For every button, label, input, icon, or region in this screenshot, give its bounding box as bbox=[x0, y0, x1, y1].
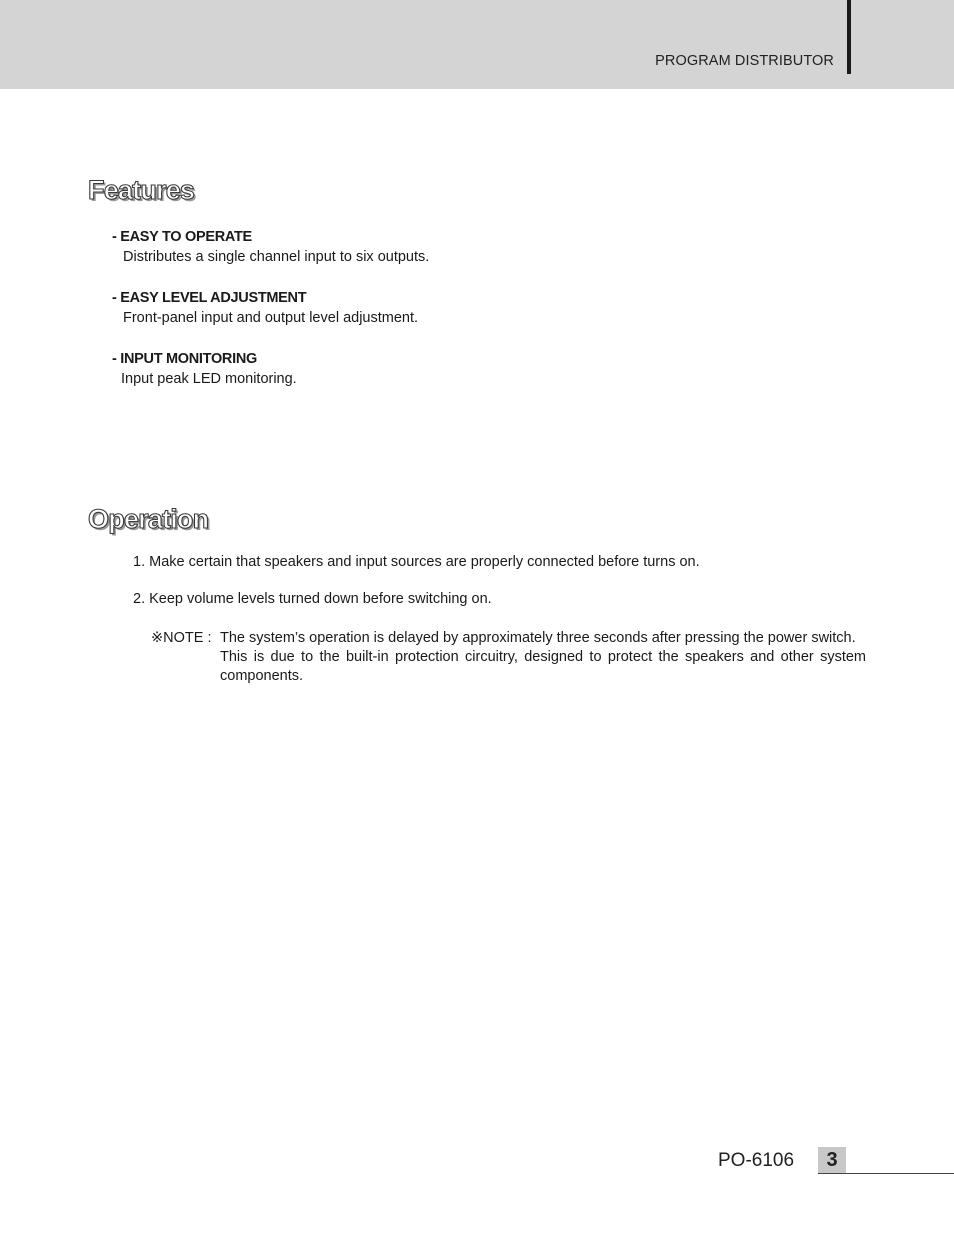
header-band bbox=[0, 0, 954, 89]
header-title: PROGRAM DISTRIBUTOR bbox=[655, 53, 834, 69]
operation-title: Operation bbox=[88, 504, 209, 534]
feature-easy-operate bbox=[112, 227, 429, 267]
page-number: 3 bbox=[818, 1147, 846, 1173]
feature-desc: Front-panel input and output level adjustment. bbox=[123, 310, 419, 326]
feature-heading: - EASY TO OPERATE bbox=[112, 229, 252, 245]
feature-desc: Distributes a single channel input to six outputs. bbox=[123, 249, 430, 265]
operation-step-2: 2. Keep volume levels turned down before switching on. bbox=[133, 591, 492, 607]
features-title: Features bbox=[88, 175, 195, 205]
footer-rule bbox=[818, 1173, 954, 1174]
header-divider bbox=[847, 0, 851, 74]
note-line-1: The system’s operation is delayed by approximately three seconds after pressing the power switch. bbox=[220, 630, 856, 646]
feature-desc: Input peak LED monitoring. bbox=[121, 371, 297, 387]
operation-note bbox=[151, 629, 866, 686]
feature-heading: - EASY LEVEL ADJUSTMENT bbox=[112, 290, 307, 306]
feature-input-monitoring bbox=[112, 349, 297, 389]
feature-heading: - INPUT MONITORING bbox=[112, 351, 257, 367]
operation-step-1: 1. Make certain that speakers and input sources are properly connected before turns on. bbox=[133, 554, 700, 570]
note-line-2: This is due to the built-in protection circuitry, designed to protect the speakers and other system components. bbox=[220, 649, 866, 684]
note-body bbox=[151, 629, 866, 686]
footer-model: PO-6106 bbox=[718, 1150, 795, 1171]
note-label: ※NOTE : bbox=[151, 630, 212, 646]
feature-level-adjustment bbox=[112, 288, 418, 328]
